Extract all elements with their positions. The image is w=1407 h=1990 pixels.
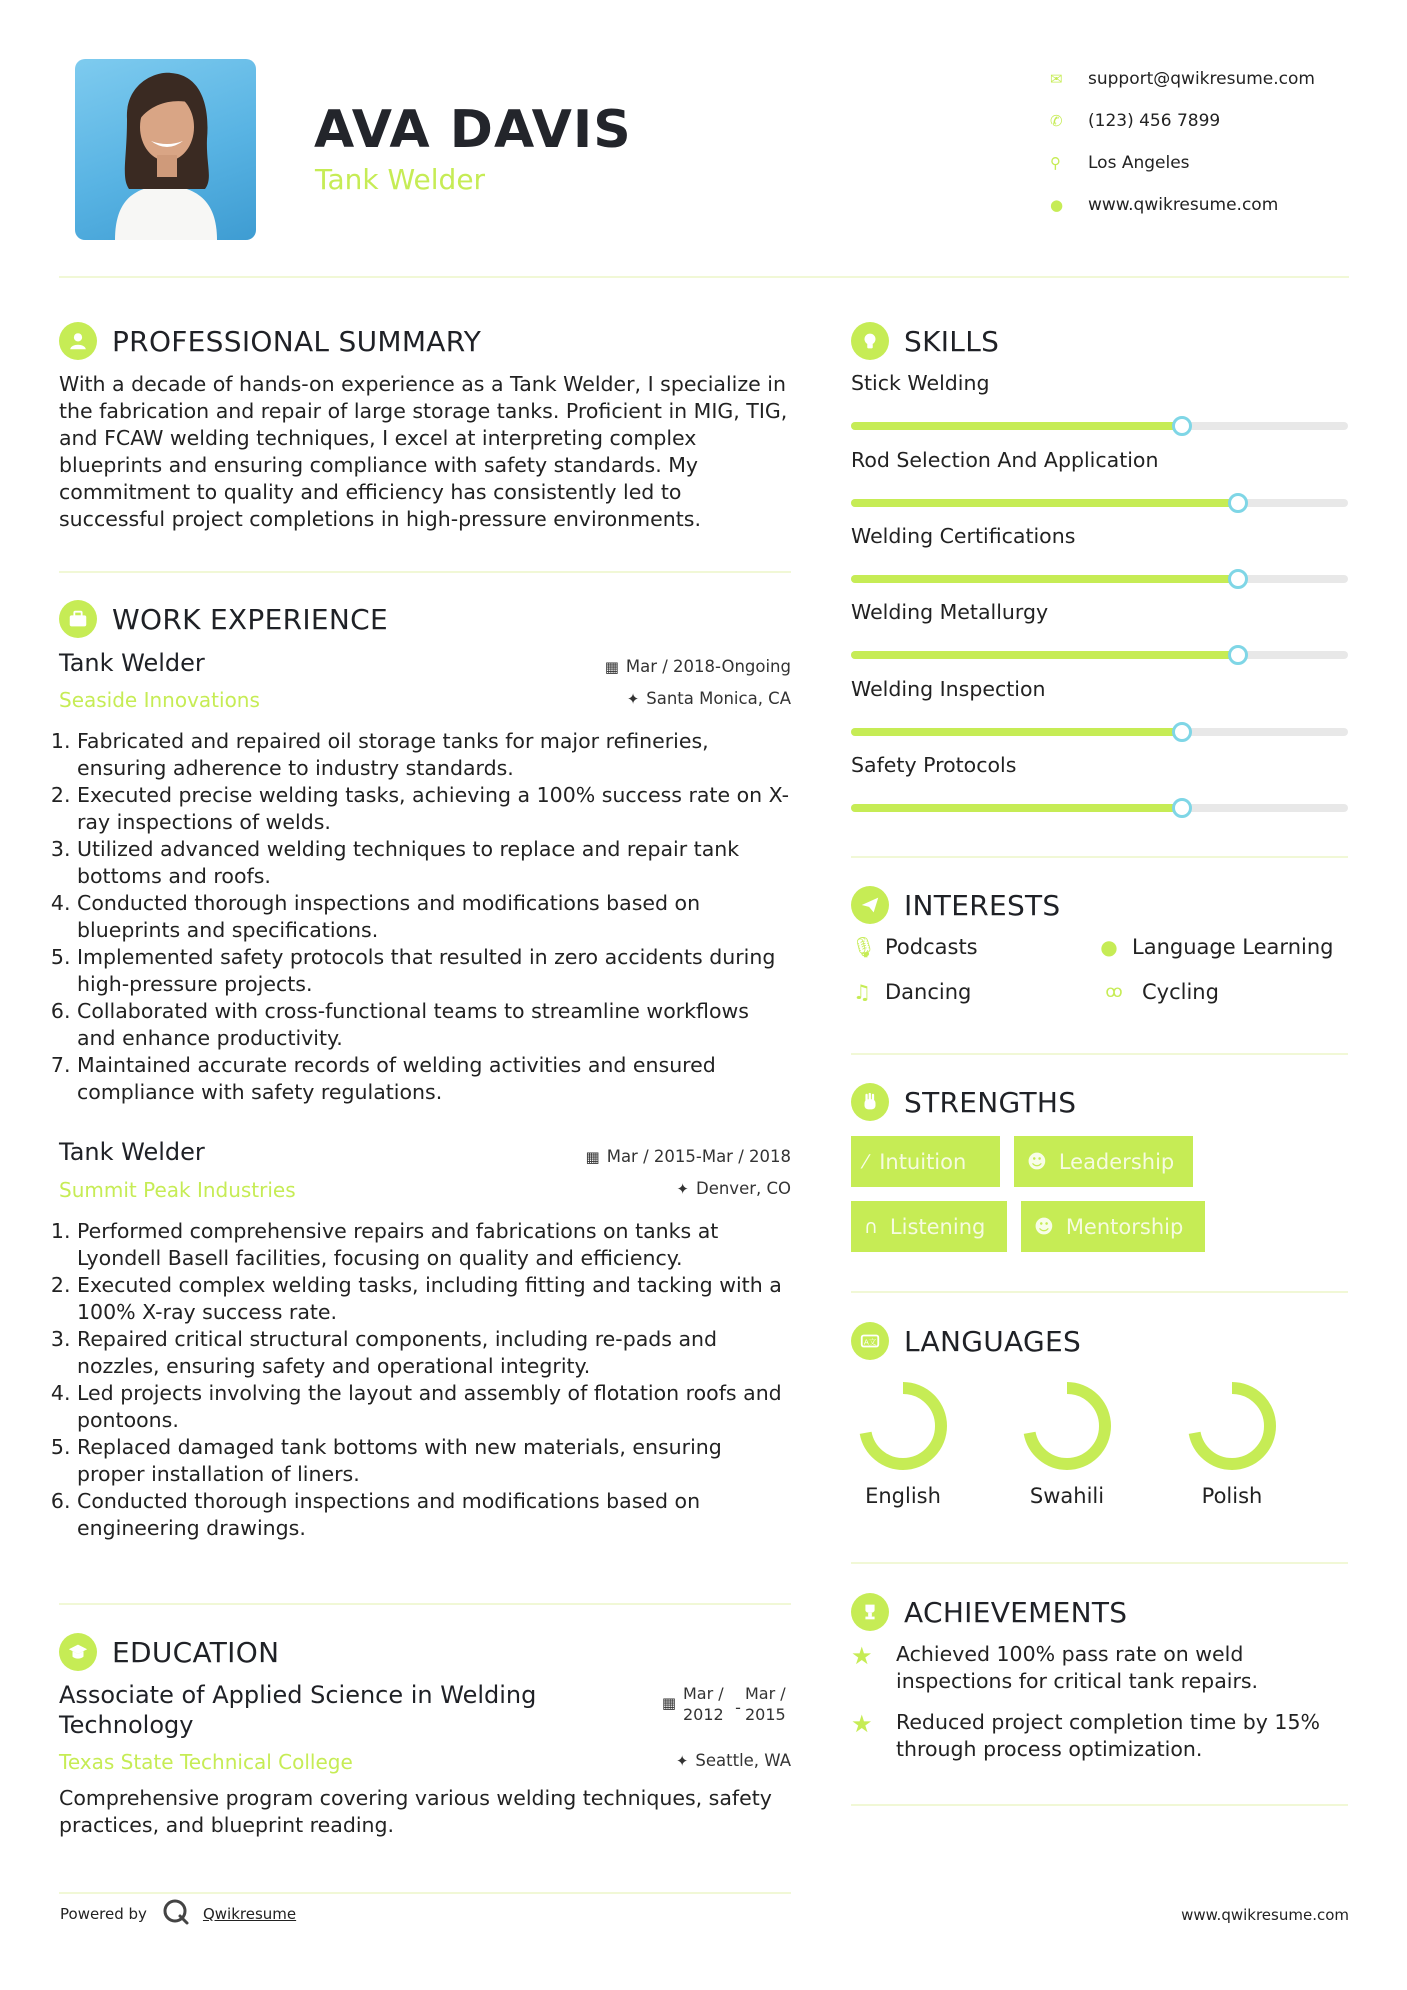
- skill-track[interactable]: [851, 728, 1348, 736]
- language-name: Polish: [1201, 1484, 1263, 1508]
- skill-knob[interactable]: [1228, 569, 1248, 589]
- skills-heading: [851, 322, 999, 360]
- skill-item: [851, 677, 1348, 736]
- language-name: English: [865, 1484, 941, 1508]
- strength-tag: [1014, 1136, 1193, 1187]
- profile-photo: [75, 59, 256, 240]
- education-heading: [59, 1633, 279, 1671]
- music-note-icon: ♫: [853, 980, 871, 1004]
- skill-item: [851, 600, 1348, 659]
- skill-track[interactable]: [851, 651, 1348, 659]
- job-2-duties: [59, 1218, 794, 1542]
- duty-item: 1. Fabricated and repaired oil storage tanks for major refineries, ensuring adherence to industry standards.: [77, 728, 794, 782]
- interest-label: Language Learning: [1132, 935, 1334, 959]
- strength-tag: [851, 1201, 1007, 1252]
- graduation-icon: [59, 1633, 97, 1671]
- contact-website-text: www.qwikresume.com: [1088, 195, 1279, 215]
- footer-divider: [59, 1892, 791, 1894]
- skill-knob[interactable]: [1228, 493, 1248, 513]
- skill-name: Safety Protocols: [851, 753, 1017, 777]
- summary-divider: [59, 571, 791, 573]
- job-2-date-text: Mar / 2015-Mar / 2018: [606, 1147, 791, 1166]
- magic-wand-icon: ⁄: [864, 1150, 868, 1173]
- footer-website[interactable]: www.qwikresume.com: [1181, 1906, 1349, 1924]
- envelope-icon: ✉: [1050, 70, 1063, 88]
- languages-divider: [851, 1562, 1348, 1564]
- skills-title: SKILLS: [904, 324, 1000, 358]
- paper-plane-icon: [851, 886, 889, 924]
- interest-item: [1098, 980, 1219, 1004]
- skill-name: Welding Inspection: [851, 677, 1046, 701]
- strength-label: Listening: [889, 1214, 986, 1239]
- education-location: [600, 1751, 791, 1770]
- contact-email[interactable]: [1050, 58, 1315, 100]
- education-description: Comprehensive program covering various welding techniques, safety practices, and blueprint reading.: [59, 1786, 772, 1837]
- education-dates: [600, 1683, 791, 1725]
- skill-fill: [851, 575, 1238, 583]
- job-2-location-text: Denver, CO: [695, 1179, 791, 1198]
- user-icon: [59, 322, 97, 360]
- header-divider: [59, 276, 1349, 278]
- strengths-heading: [851, 1083, 1076, 1121]
- candidate-name: AVA DAVIS: [314, 100, 632, 160]
- skill-fill: [851, 422, 1182, 430]
- skill-track[interactable]: [851, 499, 1348, 507]
- duty-item: 7. Maintained accurate records of welding activities and ensured compliance with safety regulations.: [77, 1052, 794, 1106]
- trophy-icon: [851, 1593, 889, 1631]
- skill-item: [851, 524, 1348, 583]
- skill-knob[interactable]: [1172, 416, 1192, 436]
- strength-label: Leadership: [1058, 1149, 1175, 1174]
- job-1-location: [500, 689, 791, 708]
- duty-item: 4. Conducted thorough inspections and modifications based on blueprints and specifications.: [77, 890, 794, 944]
- interests-title: INTERESTS: [904, 888, 1061, 922]
- skill-fill: [851, 728, 1182, 736]
- job-1-location-text: Santa Monica, CA: [646, 689, 791, 708]
- duty-item: 5. Replaced damaged tank bottoms with new materials, ensuring proper installation of liners.: [77, 1434, 794, 1488]
- qwikresume-logo-icon: [161, 1897, 191, 1931]
- job-2-title: Tank Welder: [59, 1138, 205, 1166]
- skill-track[interactable]: [851, 575, 1348, 583]
- languages-heading: [851, 1322, 1081, 1360]
- calendar-icon: ▦: [585, 1147, 600, 1166]
- contact-phone-text: (123) 456 7899: [1088, 111, 1221, 131]
- experience-heading: [59, 600, 388, 638]
- contact-website[interactable]: [1050, 184, 1315, 226]
- interest-label: Podcasts: [885, 935, 978, 959]
- footer-powered-by: [60, 1897, 296, 1931]
- duty-item: 6. Conducted thorough inspections and modifications based on engineering drawings.: [77, 1488, 794, 1542]
- interest-item: [851, 935, 978, 959]
- skill-fill: [851, 499, 1238, 507]
- contact-location-text: Los Angeles: [1088, 153, 1190, 173]
- achievement-text: Achieved 100% pass rate on weld inspections for critical tank repairs.: [896, 1642, 1259, 1693]
- strengths-title: STRENGTHS: [904, 1085, 1077, 1119]
- achievement-item: [851, 1709, 1348, 1763]
- interest-label: Dancing: [885, 980, 972, 1004]
- strength-label: Intuition: [879, 1149, 967, 1174]
- strength-tag: [851, 1136, 1000, 1187]
- users-icon: ☻: [1027, 1150, 1047, 1173]
- school-name: Texas State Technical College: [59, 1750, 353, 1774]
- duty-item: 2. Executed complex welding tasks, including fitting and tacking with a 100% X-ray success rate.: [77, 1272, 794, 1326]
- skill-name: Welding Certifications: [851, 524, 1076, 548]
- strength-tag: [1021, 1201, 1205, 1252]
- pushpin-icon: ✦: [626, 689, 640, 708]
- contact-email-text: support@qwikresume.com: [1088, 69, 1315, 89]
- phone-icon: ✆: [1050, 112, 1063, 130]
- language-icon: [851, 1322, 889, 1360]
- user-plus-icon: ☻: [1034, 1215, 1054, 1238]
- skill-knob[interactable]: [1172, 798, 1192, 818]
- calendar-icon: ▦: [604, 657, 619, 676]
- education-dash: -: [735, 1698, 741, 1717]
- education-location-text: Seattle, WA: [695, 1751, 791, 1770]
- contact-list: [1050, 58, 1315, 226]
- experience-divider: [59, 1603, 791, 1605]
- skill-item: [851, 371, 1348, 430]
- globe-icon: ●: [1100, 935, 1118, 959]
- language-name: Swahili: [1029, 1484, 1105, 1508]
- skill-fill: [851, 651, 1238, 659]
- language-gauge: [1017, 1376, 1117, 1476]
- map-pin-icon: ⚲: [1050, 154, 1061, 172]
- summary-text: With a decade of hands-on experience as a Tank Welder, I specialize in the fabrication and repair of large storage tanks. Proficient in MIG, TIG, and FCAW welding techniques, I excel at interpreting complex blueprints and ensuring compliance with safety standards. My commitment to quality and efficiency has consistently led to successful project completions in high-pressure environments.: [59, 372, 788, 531]
- powered-by-text: Powered by: [60, 1905, 147, 1923]
- skill-fill: [851, 804, 1182, 812]
- skill-name: Stick Welding: [851, 371, 990, 395]
- hand-icon: [851, 1083, 889, 1121]
- qwikresume-link[interactable]: Qwikresume: [202, 1905, 297, 1923]
- bicycle-icon: ꝏ: [1105, 982, 1123, 1002]
- languages-title: LANGUAGES: [904, 1324, 1082, 1358]
- duty-item: 1. Performed comprehensive repairs and fabrications on tanks at Lyondell Basell facilities, focusing on quality and efficiency.: [77, 1218, 794, 1272]
- degree-title: Associate of Applied Science in Welding Technology: [59, 1681, 537, 1739]
- job-1-duties: [59, 728, 794, 1106]
- achievement-item: [851, 1641, 1348, 1695]
- language-item: [997, 1376, 1137, 1508]
- svg-text:A文: A文: [863, 1337, 877, 1347]
- interest-item: [1098, 935, 1333, 959]
- education-title: EDUCATION: [112, 1635, 280, 1669]
- skill-item: [851, 753, 1348, 812]
- language-item: [1162, 1376, 1302, 1508]
- star-icon: ★: [851, 1710, 873, 1738]
- job-1-date-text: Mar / 2018-Ongoing: [625, 657, 791, 676]
- summary-heading: [59, 322, 481, 360]
- skill-item: [851, 448, 1348, 507]
- strength-label: Mentorship: [1065, 1214, 1184, 1239]
- job-2-location: [500, 1179, 791, 1198]
- achievements-divider: [851, 1804, 1348, 1806]
- skill-track[interactable]: [851, 804, 1348, 812]
- job-1-date: [500, 657, 791, 676]
- briefcase-icon: [59, 600, 97, 638]
- education-end: Mar / 2015: [745, 1684, 786, 1724]
- skill-track[interactable]: [851, 422, 1348, 430]
- summary-title: PROFESSIONAL SUMMARY: [112, 324, 482, 358]
- job-1-title: Tank Welder: [59, 649, 205, 677]
- duty-item: 3. Utilized advanced welding techniques to replace and repair tank bottoms and roofs.: [77, 836, 794, 890]
- interest-item: [851, 980, 971, 1004]
- duty-item: 5. Implemented safety protocols that resulted in zero accidents during high-pressure projects.: [77, 944, 794, 998]
- achievement-text: Reduced project completion time by 15% through process optimization.: [896, 1710, 1320, 1761]
- achievements-title: ACHIEVEMENTS: [904, 1595, 1128, 1629]
- interests-heading: [851, 886, 1061, 924]
- interests-divider: [851, 1053, 1348, 1055]
- skill-knob[interactable]: [1228, 645, 1248, 665]
- skill-knob[interactable]: [1172, 722, 1192, 742]
- headphones-icon: ∩: [864, 1215, 878, 1238]
- skills-divider: [851, 856, 1348, 858]
- pushpin-icon: ✦: [675, 1751, 689, 1770]
- skill-name: Welding Metallurgy: [851, 600, 1049, 624]
- job-1-company: Seaside Innovations: [59, 688, 260, 712]
- lightbulb-icon: [851, 322, 889, 360]
- contact-location: [1050, 142, 1315, 184]
- interest-label: Cycling: [1142, 980, 1219, 1004]
- globe-icon: ●: [1050, 196, 1064, 214]
- language-gauge: [853, 1376, 953, 1476]
- education-start: Mar / 2012: [683, 1684, 724, 1724]
- strengths-divider: [851, 1291, 1348, 1293]
- pushpin-icon: ✦: [676, 1179, 689, 1198]
- calendar-icon: ▦: [661, 1694, 676, 1712]
- duty-item: 3. Repaired critical structural components, including re-pads and nozzles, ensuring safety and operational integrity.: [77, 1326, 794, 1380]
- duty-item: 4. Led projects involving the layout and assembly of flotation roofs and pontoons.: [77, 1380, 794, 1434]
- star-icon: ★: [851, 1642, 873, 1670]
- candidate-title: Tank Welder: [315, 163, 486, 196]
- experience-title: WORK EXPERIENCE: [112, 602, 388, 636]
- job-2-date: [500, 1147, 791, 1166]
- contact-phone[interactable]: [1050, 100, 1315, 142]
- microphone-icon: 🎙︎: [851, 935, 877, 959]
- job-2-company: Summit Peak Industries: [59, 1178, 296, 1202]
- duty-item: 6. Collaborated with cross-functional teams to streamline workflows and enhance productivity.: [77, 998, 794, 1052]
- language-gauge: [1182, 1376, 1282, 1476]
- language-item: [833, 1376, 973, 1508]
- duty-item: 2. Executed precise welding tasks, achieving a 100% success rate on X-ray inspections of welds.: [77, 782, 794, 836]
- achievements-heading: [851, 1593, 1127, 1631]
- skill-name: Rod Selection And Application: [851, 448, 1159, 472]
